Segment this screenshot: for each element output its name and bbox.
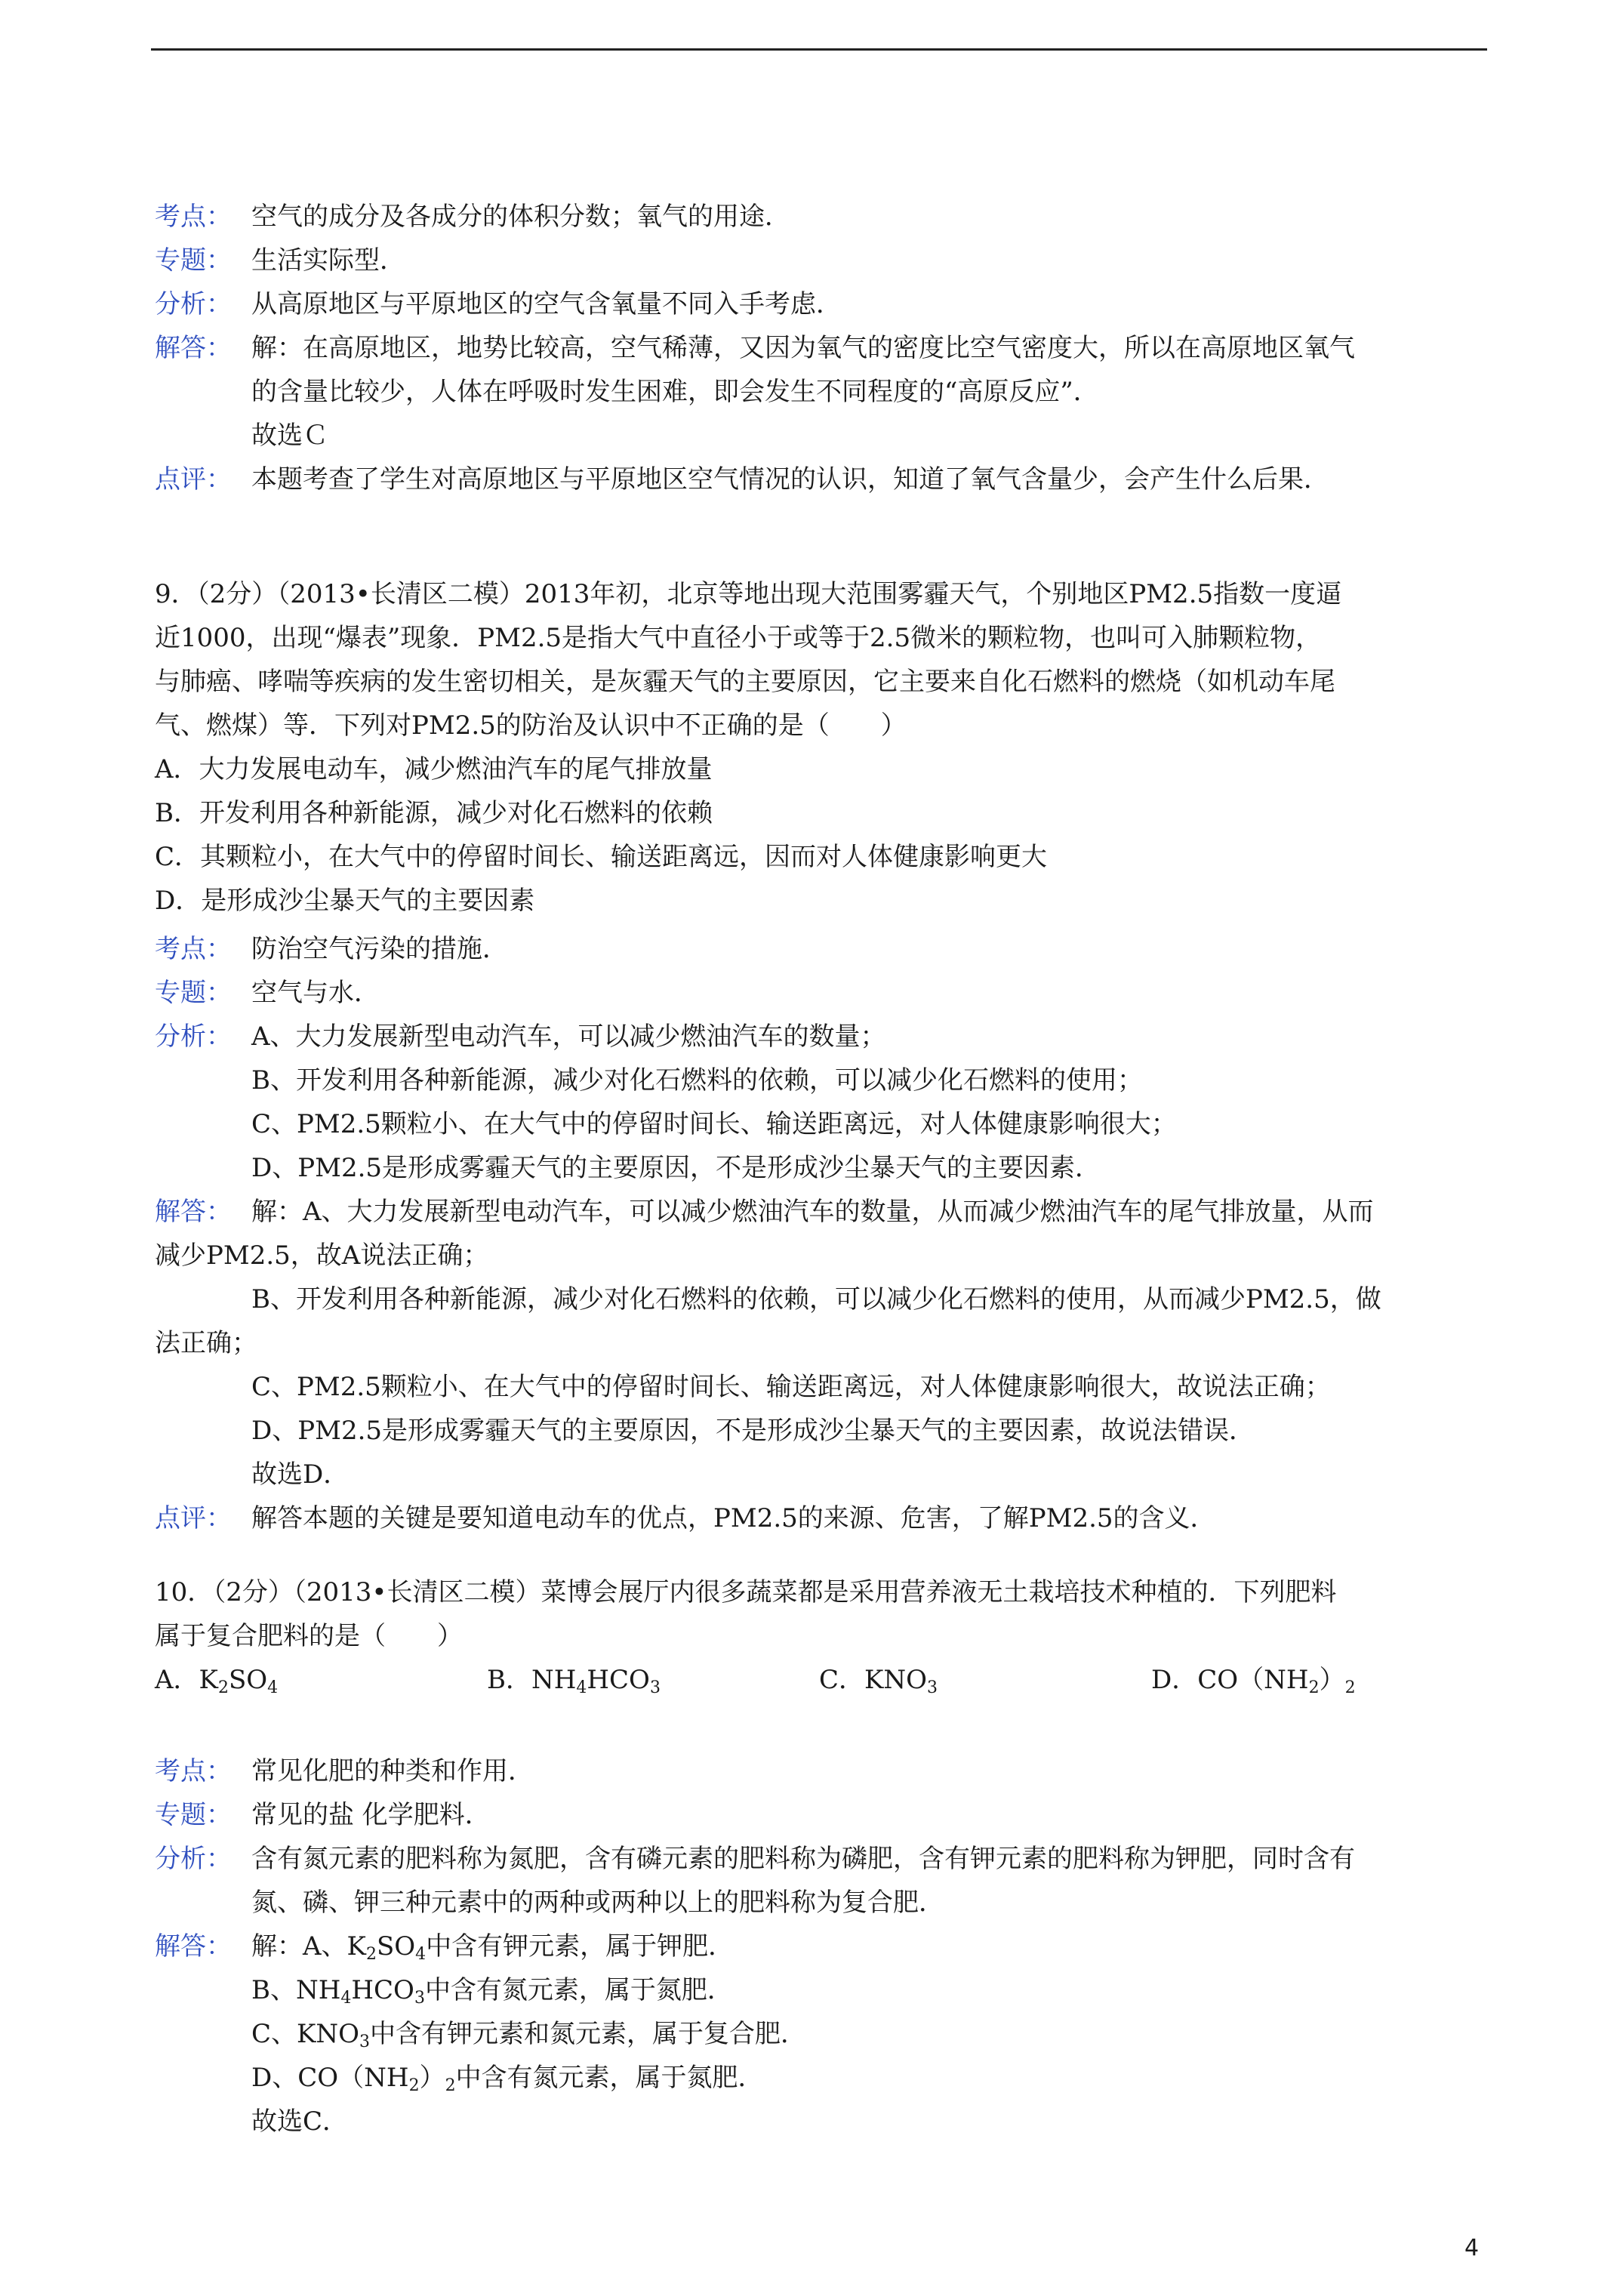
jieda-line: C、$KNO_3$中含有钾元素和氮元素，属于复合肥．	[251, 2019, 807, 2051]
dianping-label: 点评：	[155, 1503, 232, 1533]
jieda-label: 解答：	[155, 1931, 232, 1962]
zhuanti-label: 专题：	[155, 1800, 232, 1830]
fenxi-label: 分析：	[155, 1022, 232, 1052]
jieda-line: 解：A、大力发展新型电动汽车，可以减少燃油汽车的数量，从而减少燃油汽车的尾气排放量，从而	[251, 1197, 1374, 1227]
q10-option-c: C．$KNO_3$	[819, 1665, 938, 1697]
q10-options	[155, 1658, 1483, 1702]
zhuanti-text: 生活实际型．	[251, 245, 405, 276]
q10-option-d: D．$CO(NH_2)_2$	[1151, 1665, 1356, 1697]
kaodian-label: 考点：	[155, 934, 232, 964]
header-rule	[151, 48, 1487, 51]
zhuanti-label: 专题：	[155, 978, 232, 1008]
fenxi-line: 氮、磷、钾三种元素中的两种或两种以上的肥料称为复合肥．	[251, 1888, 944, 1918]
q9-option-b: B．开发利用各种新能源，减少对化石燃料的依赖	[155, 798, 713, 828]
q9-stem-line: 9．（2分）（2013•长清区二模）2013年初，北京等地出现大范围雾霾天气，个别地区PM2.5指数一度逼	[155, 579, 1342, 609]
zhuanti-label: 专题：	[155, 245, 232, 276]
dianping-label: 点评：	[155, 464, 232, 495]
zhuanti-text: 空气与水．	[251, 978, 380, 1008]
fenxi-label: 分析：	[155, 1844, 232, 1874]
kaodian-text: 空气的成分及各成分的体积分数；氧气的用途．	[251, 202, 790, 232]
jieda-line: 故选Ｃ	[251, 421, 328, 451]
q10-stem-line: 属于复合肥料的是（ ）	[155, 1621, 463, 1651]
q9-option-a: A．大力发展电动车，减少燃油汽车的尾气排放量	[155, 754, 713, 784]
jieda-line: C、PM2.5颗粒小、在大气中的停留时间长、输送距离远，对人体健康影响很大，故说法正确；	[251, 1372, 1331, 1402]
q9-option-d: D．是形成沙尘暴天气的主要因素	[155, 886, 535, 916]
q9-option-c: C．其颗粒小，在大气中的停留时间长、输送距离远，因而对人体健康影响更大	[155, 842, 1048, 872]
fenxi-line: B、开发利用各种新能源，减少对化石燃料的依赖，可以减少化石燃料的使用；	[251, 1065, 1143, 1096]
fenxi-line: C、PM2.5颗粒小、在大气中的停留时间长、输送距离远，对人体健康影响很大；	[251, 1109, 1177, 1139]
zhuanti-text: 常见的盐 化学肥料．	[251, 1800, 491, 1830]
jieda-label: 解答：	[155, 1197, 232, 1227]
page-number: 4	[1464, 2235, 1480, 2261]
q10-option-a: A．$K_2SO_4$	[155, 1665, 279, 1697]
q9-stem-line: 与肺癌、哮喘等疾病的发生密切相关，是灰霾天气的主要原因，它主要来自化石燃料的燃烧（如机动车尾	[155, 667, 1335, 697]
q9-question	[155, 572, 1483, 923]
q10-stem-line: 10．（2分）（2013•长清区二模）菜博会展厅内很多蔬菜都是采用营养液无土栽培技术种植的．下列肥料	[155, 1577, 1337, 1607]
jieda-line: D、$CO(NH_2)_2$中含有氮元素，属于氮肥．	[251, 2063, 764, 2095]
kaodian-text: 防治空气污染的措施．	[251, 934, 508, 964]
q8-analysis	[155, 195, 1483, 501]
fenxi-text: 从高原地区与平原地区的空气含氧量不同入手考虑．	[251, 289, 842, 319]
jieda-line: B、开发利用各种新能源，减少对化石燃料的依赖，可以减少化石燃料的使用，从而减少PM2.5，做	[251, 1284, 1381, 1314]
dianping-text: 解答本题的关键是要知道电动车的优点，PM2.5的来源、危害，了解PM2.5的含义．	[251, 1503, 1216, 1533]
fenxi-line: D、PM2.5是形成雾霾天气的主要原因，不是形成沙尘暴天气的主要因素．	[251, 1153, 1101, 1183]
kaodian-label: 考点：	[155, 1756, 232, 1786]
jieda-line: 解：A、$K_2SO_4$中含有钾元素，属于钾肥．	[251, 1931, 735, 1964]
q9-stem-line: 近1000，出现“爆表”现象．PM2.5是指大气中直径小于或等于2.5微米的颗粒物，也叫可入肺颗粒物，	[155, 623, 1322, 653]
jieda-line: 解：在高原地区，地势比较高，空气稀薄，又因为氧气的密度比空气密度大，所以在高原地区氧气	[251, 333, 1355, 363]
jieda-line: 故选C．	[251, 2106, 349, 2137]
jieda-line: 故选D．	[251, 1459, 350, 1490]
fenxi-line: 含有氮元素的肥料称为氮肥，含有磷元素的肥料称为磷肥，含有钾元素的肥料称为钾肥，同时含有	[251, 1844, 1355, 1874]
jieda-line: 减少PM2.5，故A说法正确；	[155, 1240, 489, 1271]
jieda-label: 解答：	[155, 333, 232, 363]
q9-stem-line: 气、燃煤）等．下列对PM2.5的防治及认识中不正确的是（ ）	[155, 710, 907, 741]
q10-question	[155, 1570, 1483, 1702]
q9-analysis	[155, 927, 1483, 1540]
jieda-line: 的含量比较少，人体在呼吸时发生困难，即会发生不同程度的“高原反应”．	[251, 377, 1099, 407]
jieda-line: D、PM2.5是形成雾霾天气的主要原因，不是形成沙尘暴天气的主要因素，故说法错误．	[251, 1416, 1255, 1446]
kaodian-label: 考点：	[155, 202, 232, 232]
dianping-text: 本题考查了学生对高原地区与平原地区空气情况的认识，知道了氧气含量少，会产生什么后果．	[251, 464, 1329, 495]
jieda-line: 法正确；	[155, 1328, 257, 1358]
q10-analysis	[155, 1749, 1483, 2143]
fenxi-label: 分析：	[155, 289, 232, 319]
fenxi-line: A、大力发展新型电动汽车，可以减少燃油汽车的数量；	[251, 1022, 886, 1052]
kaodian-text: 常见化肥的种类和作用．	[251, 1756, 534, 1786]
jieda-line: B、$NH_4HCO_3$中含有氮元素，属于氮肥．	[251, 1975, 733, 2008]
q10-option-b: B．$NH_4HCO_3$	[487, 1665, 661, 1697]
